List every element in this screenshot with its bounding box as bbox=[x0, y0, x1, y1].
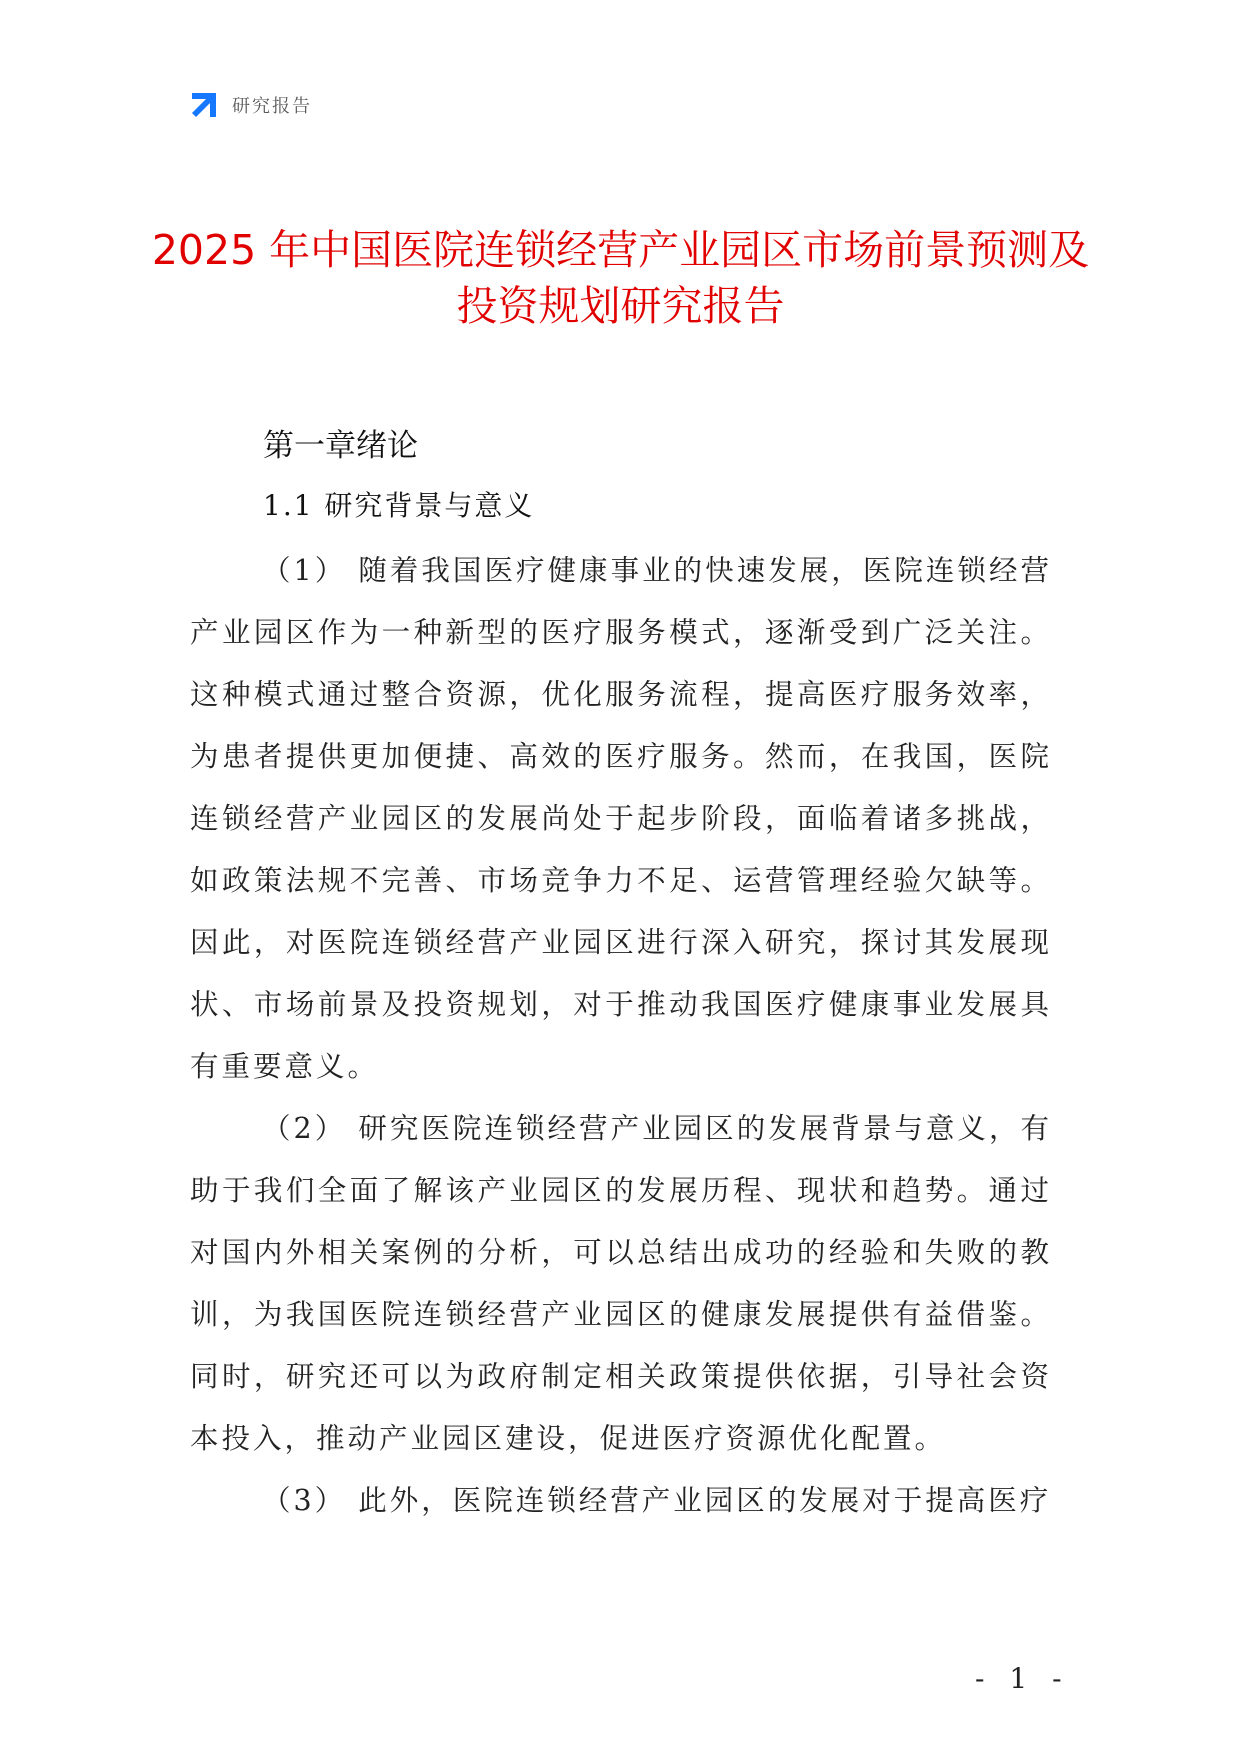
body-text bbox=[190, 540, 1052, 1532]
chapter-heading: 第一章绪论 bbox=[263, 428, 418, 464]
section-heading: 1.1 研究背景与意义 bbox=[263, 489, 535, 522]
page-number: - 1 - bbox=[975, 1662, 1070, 1695]
paragraph-3: （3） 此外，医院连锁经营产业园区的发展对于提高医疗 bbox=[262, 1484, 1052, 1517]
report-header bbox=[188, 88, 312, 122]
header-label: 研究报告 bbox=[232, 96, 312, 117]
report-title: 2025 年中国医院连锁经营产业园区市场前景预测及投资规划研究报告 bbox=[151, 226, 1090, 330]
paragraph-1: （1） 随着我国医疗健康事业的快速发展，医院连锁经营产业园区作为一种新型的医疗服务模式，逐渐受到广泛关注。这种模式通过整合资源，优化服务流程，提高医疗服务效率，为患者提供更加便捷、高效的医疗服务。然而，在我国，医院连锁经营产业园区的发展尚处于起步阶段，面临着诸多挑战，如政策法规不完善、市场竞争力不足、运营管理经验欠缺等。因此，对医院连锁经营产业园区进行深入研究，探讨其发展现状、市场前景及投资规划，对于推动我国医疗健康事业发展具有重要意义。 bbox=[190, 554, 1052, 1083]
paragraph-2: （2） 研究医院连锁经营产业园区的发展背景与意义，有助于我们全面了解该产业园区的发展历程、现状和趋势。通过对国内外相关案例的分析，可以总结出成功的经验和失败的教训，为我国医院连锁经营产业园区的健康发展提供有益借鉴。同时，研究还可以为政府制定相关政策提供依据，引导社会资本投入，推动产业园区建设，促进医疗资源优化配置。 bbox=[190, 1112, 1052, 1455]
arrow-up-right-logo bbox=[188, 89, 220, 121]
